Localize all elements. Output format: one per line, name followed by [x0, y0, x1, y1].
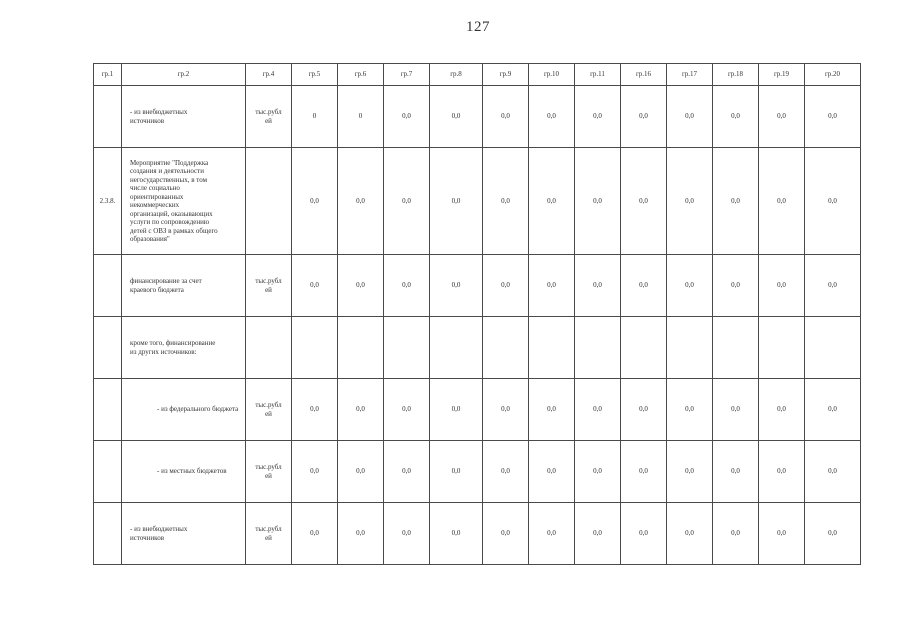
column-header: гр.18	[713, 64, 759, 86]
value-cell: 0,0	[529, 441, 575, 503]
value-cell: 0,0	[338, 503, 384, 565]
column-header: гр.8	[430, 64, 483, 86]
row-unit-cell	[246, 379, 292, 441]
description-line: из других источников:	[130, 347, 197, 356]
value-cell: 0,0	[338, 255, 384, 317]
value-cell: 0,0	[713, 148, 759, 255]
column-header: гр.19	[759, 64, 805, 86]
description-line: краевого бюджета	[130, 285, 184, 294]
value-cell: 0,0	[805, 503, 861, 565]
value-cell: 0,0	[292, 379, 338, 441]
description-line: - из внебюджетных	[130, 108, 188, 116]
row-description-cell	[122, 317, 246, 379]
row-description-cell	[122, 86, 246, 148]
column-header: гр.11	[575, 64, 621, 86]
description-line: числе социально	[130, 184, 180, 192]
table-row	[94, 148, 861, 255]
value-cell: 0,0	[338, 379, 384, 441]
value-cell: 0,0	[621, 441, 667, 503]
column-header: гр.6	[338, 64, 384, 86]
description-line: негосударственных, в том	[130, 175, 208, 184]
description-line: ориентированных	[130, 192, 184, 201]
description-line: - из внебюджетных	[130, 525, 188, 533]
value-cell: 0,0	[430, 255, 483, 317]
row-unit-cell	[246, 317, 292, 379]
unit-line: тыс.рубл	[255, 401, 282, 409]
table-row	[94, 255, 861, 317]
value-cell	[805, 317, 861, 379]
value-cell: 0,0	[529, 255, 575, 317]
value-cell: 0,0	[667, 441, 713, 503]
row-unit-cell	[246, 86, 292, 148]
table-body	[94, 64, 861, 565]
row-code-cell	[94, 255, 122, 317]
value-cell: 0,0	[759, 255, 805, 317]
value-cell: 0,0	[713, 379, 759, 441]
value-cell: 0,0	[805, 255, 861, 317]
description-line: кроме того, финансирование	[130, 339, 216, 347]
budget-table	[93, 63, 861, 565]
description-line: образования"	[130, 235, 170, 243]
column-header: гр.10	[529, 64, 575, 86]
unit-line: тыс.рубл	[255, 277, 282, 285]
unit-line: ей	[265, 471, 272, 480]
value-cell: 0,0	[384, 148, 430, 255]
value-cell: 0,0	[713, 86, 759, 148]
column-header: гр.17	[667, 64, 713, 86]
description-line: - из федерального бюджета	[157, 405, 239, 414]
value-cell: 0,0	[384, 503, 430, 565]
row-code-cell	[94, 379, 122, 441]
table-row	[94, 379, 861, 441]
value-cell: 0,0	[759, 441, 805, 503]
value-cell: 0	[292, 86, 338, 148]
row-unit-cell	[246, 255, 292, 317]
value-cell	[292, 317, 338, 379]
value-cell: 0,0	[667, 86, 713, 148]
description-line: организаций, оказывающих	[130, 209, 213, 218]
value-cell: 0,0	[575, 86, 621, 148]
description-line: источников	[130, 533, 165, 542]
value-cell: 0,0	[529, 503, 575, 565]
value-cell	[483, 317, 529, 379]
value-cell: 0,0	[529, 148, 575, 255]
value-cell: 0,0	[483, 86, 529, 148]
value-cell	[667, 317, 713, 379]
column-header: гр.9	[483, 64, 529, 86]
value-cell: 0,0	[430, 441, 483, 503]
value-cell: 0,0	[529, 379, 575, 441]
value-cell: 0,0	[759, 86, 805, 148]
value-cell: 0,0	[384, 255, 430, 317]
value-cell: 0,0	[338, 148, 384, 255]
value-cell: 0,0	[621, 503, 667, 565]
unit-line: тыс.рубл	[255, 525, 282, 533]
row-unit-cell	[246, 441, 292, 503]
column-header: гр.5	[292, 64, 338, 86]
page-number: 127	[466, 19, 490, 35]
value-cell	[529, 317, 575, 379]
value-cell: 0,0	[621, 255, 667, 317]
value-cell: 0,0	[759, 503, 805, 565]
value-cell: 0,0	[430, 503, 483, 565]
value-cell	[430, 317, 483, 379]
value-cell: 0,0	[384, 379, 430, 441]
column-header: гр.7	[384, 64, 430, 86]
value-cell	[713, 317, 759, 379]
value-cell: 0,0	[483, 379, 529, 441]
header-row	[94, 64, 861, 86]
value-cell: 0,0	[384, 86, 430, 148]
unit-line: ей	[265, 285, 272, 294]
value-cell: 0,0	[667, 379, 713, 441]
value-cell: 0,0	[430, 148, 483, 255]
value-cell: 0,0	[483, 255, 529, 317]
value-cell	[338, 317, 384, 379]
value-cell: 0,0	[430, 86, 483, 148]
value-cell: 0,0	[713, 503, 759, 565]
description-line: финансирование за счет	[130, 277, 202, 285]
table-row	[94, 86, 861, 148]
value-cell: 0,0	[667, 255, 713, 317]
row-code-cell: 2.3.8.	[94, 148, 122, 255]
column-header: гр.16	[621, 64, 667, 86]
description-line: детей с ОВЗ в рамках общего	[130, 226, 218, 235]
value-cell: 0,0	[483, 148, 529, 255]
value-cell: 0,0	[805, 379, 861, 441]
description-line: услуги по сопровождению	[130, 218, 210, 226]
row-unit-cell	[246, 148, 292, 255]
column-header: гр.2	[122, 64, 246, 86]
table-row	[94, 441, 861, 503]
value-cell: 0,0	[759, 379, 805, 441]
value-cell: 0,0	[621, 148, 667, 255]
value-cell: 0	[338, 86, 384, 148]
value-cell: 0,0	[292, 503, 338, 565]
value-cell: 0,0	[713, 255, 759, 317]
description-line: Мероприятие "Поддержка	[130, 158, 209, 167]
value-cell: 0,0	[621, 379, 667, 441]
value-cell: 0,0	[805, 86, 861, 148]
value-cell: 0,0	[575, 441, 621, 503]
value-cell: 0,0	[667, 148, 713, 255]
value-cell: 0,0	[805, 148, 861, 255]
value-cell	[575, 317, 621, 379]
unit-line: ей	[265, 116, 272, 125]
unit-line: ей	[265, 533, 272, 542]
value-cell: 0,0	[483, 503, 529, 565]
value-cell: 0,0	[338, 441, 384, 503]
value-cell	[384, 317, 430, 379]
row-description-cell	[122, 255, 246, 317]
value-cell: 0,0	[292, 148, 338, 255]
row-code-cell	[94, 86, 122, 148]
row-code-cell	[94, 503, 122, 565]
value-cell: 0,0	[529, 86, 575, 148]
description-line: - из местных бюджетов	[157, 467, 227, 476]
value-cell: 0,0	[759, 148, 805, 255]
value-cell: 0,0	[384, 441, 430, 503]
table-row	[94, 317, 861, 379]
unit-line: ей	[265, 409, 272, 418]
table-row	[94, 503, 861, 565]
column-header: гр.4	[246, 64, 292, 86]
value-cell: 0,0	[667, 503, 713, 565]
value-cell: 0,0	[621, 86, 667, 148]
column-header: гр.1	[94, 64, 122, 86]
value-cell: 0,0	[575, 379, 621, 441]
value-cell: 0,0	[575, 503, 621, 565]
description-line: источников	[130, 116, 165, 125]
unit-line: тыс.рубл	[255, 108, 282, 116]
row-unit-cell	[246, 503, 292, 565]
value-cell: 0,0	[292, 255, 338, 317]
value-cell: 0,0	[805, 441, 861, 503]
description-line: создания и деятельности	[130, 167, 204, 175]
row-description-cell	[122, 148, 246, 255]
row-code-cell	[94, 317, 122, 379]
row-code-cell	[94, 441, 122, 503]
value-cell: 0,0	[483, 441, 529, 503]
value-cell: 0,0	[713, 441, 759, 503]
unit-line: тыс.рубл	[255, 463, 282, 471]
value-cell	[759, 317, 805, 379]
value-cell: 0,0	[292, 441, 338, 503]
value-cell	[621, 317, 667, 379]
description-line: некоммерческих	[130, 201, 180, 209]
value-cell: 0,0	[575, 255, 621, 317]
row-description-cell	[122, 503, 246, 565]
value-cell: 0,0	[430, 379, 483, 441]
row-description-cell	[122, 379, 246, 441]
value-cell: 0,0	[575, 148, 621, 255]
column-header: гр.20	[805, 64, 861, 86]
row-description-cell	[122, 441, 246, 503]
